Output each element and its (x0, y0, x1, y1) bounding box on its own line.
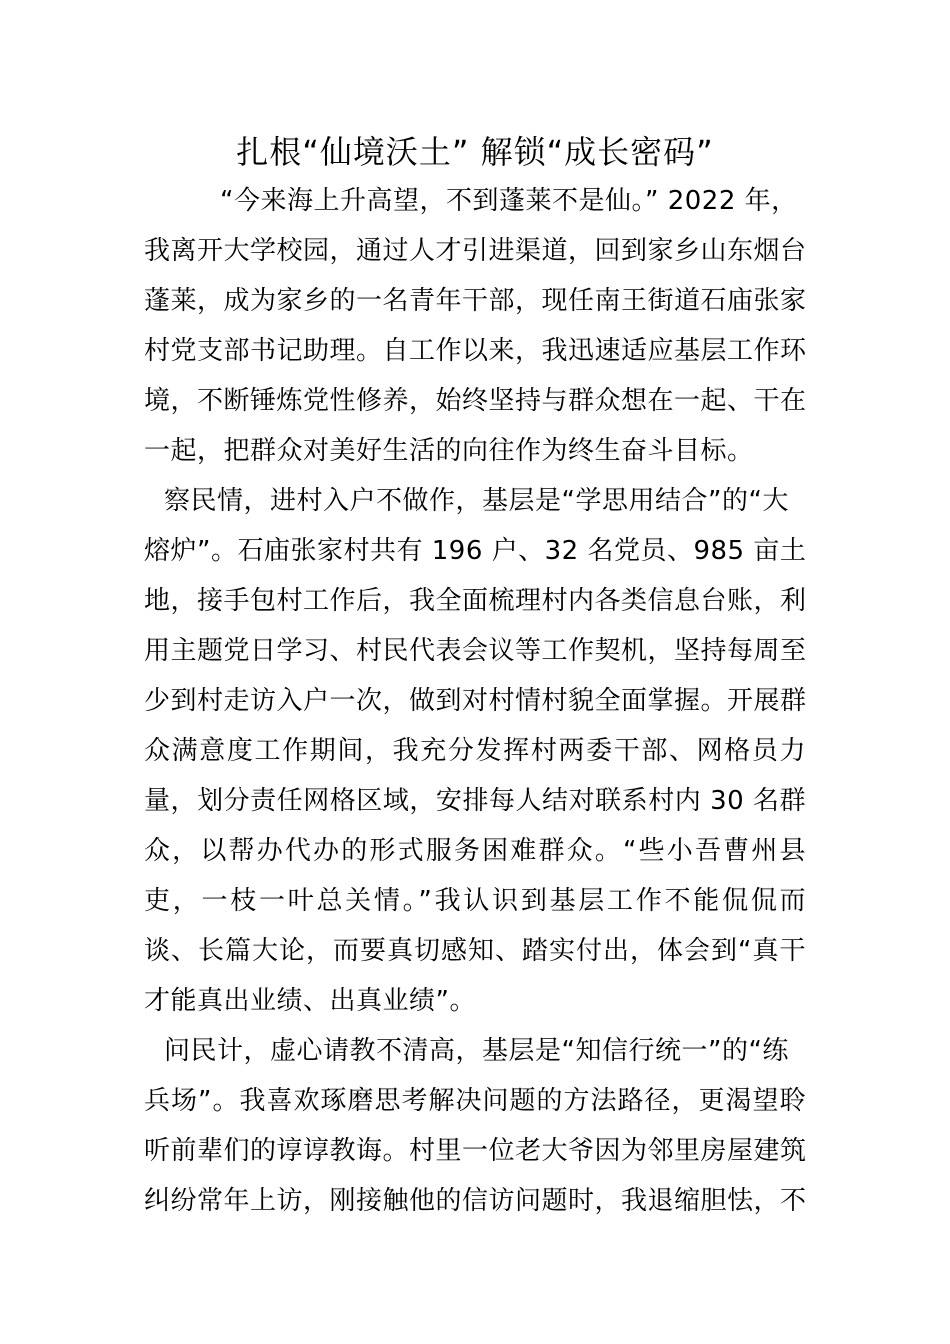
document-body (144, 176, 806, 1226)
paragraph-2-line: 察民情，进村入户不做作，基层是“学思用结合”的“大 (164, 486, 789, 516)
paragraph-3-line: 问民计，虚心请教不清高，基层是“知信行统一”的“练 (164, 1036, 789, 1066)
paragraph-3-line: 听前辈们的谆谆教诲。村里一位老大爷因为邻里房屋建筑 (144, 1136, 807, 1166)
paragraph-1-line: 我离开大学校园，通过人才引进渠道，回到家乡山东烟台 (144, 236, 807, 266)
paragraph-2-line: 少到村走访入户一次，做到对村情村貌全面掌握。开展群 (144, 686, 807, 716)
paragraph-1-line: 村党支部书记助理。自工作以来，我迅速适应基层工作环 (144, 336, 807, 366)
paragraph-2-line: 众，以帮办代办的形式服务困难群众。“些小吾曹州县 (144, 836, 806, 866)
paragraph-1-line: “今来海上升高望，不到蓬莱不是仙。” 2022 年， (220, 186, 798, 216)
paragraph-2-line: 众满意度工作期间，我充分发挥村两委干部、网格员力 (144, 736, 806, 766)
paragraph-2-line: 熔炉”。石庙张家村共有 196 户、32 名党员、985 亩土 (144, 536, 807, 566)
paragraph-2-line: 才能真出业绩、出真业绩”。 (144, 986, 476, 1016)
paragraph-1-line: 一起，把群众对美好生活的向往作为终生奋斗目标。 (144, 436, 754, 466)
paragraph-2-line: 谈、长篇大论，而要真切感知、踏实付出，体会到“真干 (144, 936, 806, 966)
paragraph-2-line: 地，接手包村工作后，我全面梳理村内各类信息台账，利 (144, 586, 807, 616)
paragraph-2-line: 量，划分责任网格区域，安排每人结对联系村内 30 名群 (144, 786, 806, 816)
paragraph-2-line: 吏，一枝一叶总关情。”我认识到基层工作不能侃侃而 (144, 886, 806, 916)
paragraph-3-line: 兵场”。我喜欢琢磨思考解决问题的方法路径，更渴望聆 (144, 1086, 806, 1116)
paragraph-1-line: 蓬莱，成为家乡的一名青年干部，现任南王街道石庙张家 (144, 286, 807, 316)
paragraph-1-line: 境，不断锤炼党性修养，始终坚持与群众想在一起、干在 (144, 386, 807, 416)
document-title: 扎根“仙境沃土” 解锁“成长密码” (236, 133, 714, 171)
paragraph-3-line: 纠纷常年上访，刚接触他的信访问题时，我退缩胆怯，不 (144, 1186, 807, 1216)
paragraph-2-line: 用主题党日学习、村民代表会议等工作契机，坚持每周至 (144, 636, 807, 666)
